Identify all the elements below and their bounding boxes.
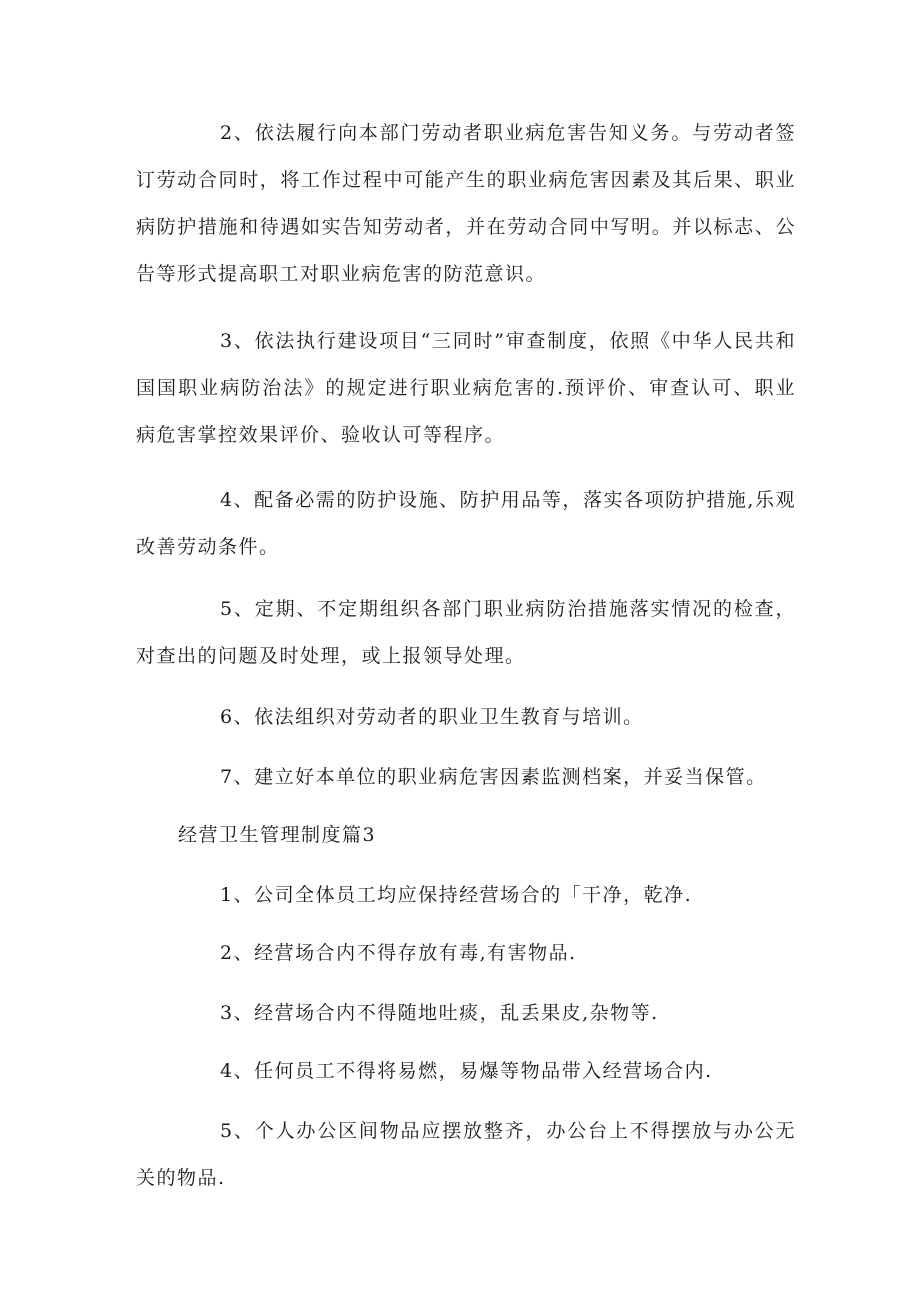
paragraph-item-5: 5、定期、不定期组织各部门职业病防治措施落实情况的检查，对查出的问题及时处理，或上报领导处理。: [136, 598, 796, 667]
section-item-2: 2、经营场合内不得存放有毒,有害物品.: [220, 942, 577, 964]
paragraph-item-3: 3、依法执行建设项目“三同时”审查制度，依照《中华人民共和国国职业病防治法》的规定进行职业病危害的.预评价、审查认可、职业病危害掌控效果评价、验收认可等程序。: [136, 330, 796, 446]
section-item-3: 3、经营场合内不得随地吐痰，乱丢果皮,杂物等.: [220, 1002, 659, 1024]
paragraph-item-2: 2、依法履行向本部门劳动者职业病危害告知义务。与劳动者签订劳动合同时，将工作过程中可能产生的职业病危害因素及其后果、职业病防护措施和待遇如实告知劳动者，并在劳动合同中写明。并以标志、公告等形式提高职工对职业病危害的防范意识。: [136, 122, 796, 285]
paragraph-item-6: 6、依法组织对劳动者的职业卫生教育与培训。: [220, 706, 644, 728]
section-item-1: 1、公司全体员工均应保持经营场合的「干净，乾净.: [220, 884, 693, 906]
paragraph-item-4: 4、配备必需的防护设施、防护用品等，落实各项防护措施,乐观改善劳动条件。: [136, 489, 796, 558]
paragraph-item-7: 7、建立好本单位的职业病危害因素监测档案，并妥当保管。: [220, 766, 767, 788]
section-item-4: 4、任何员工不得将易燃，易爆等物品带入经营场合内.: [220, 1060, 713, 1082]
section-item-5: 5、个人办公区间物品应摆放整齐，办公台上不得摆放与办公无关的物品.: [136, 1120, 796, 1189]
section-heading: 经营卫生管理制度篇3: [178, 824, 377, 846]
